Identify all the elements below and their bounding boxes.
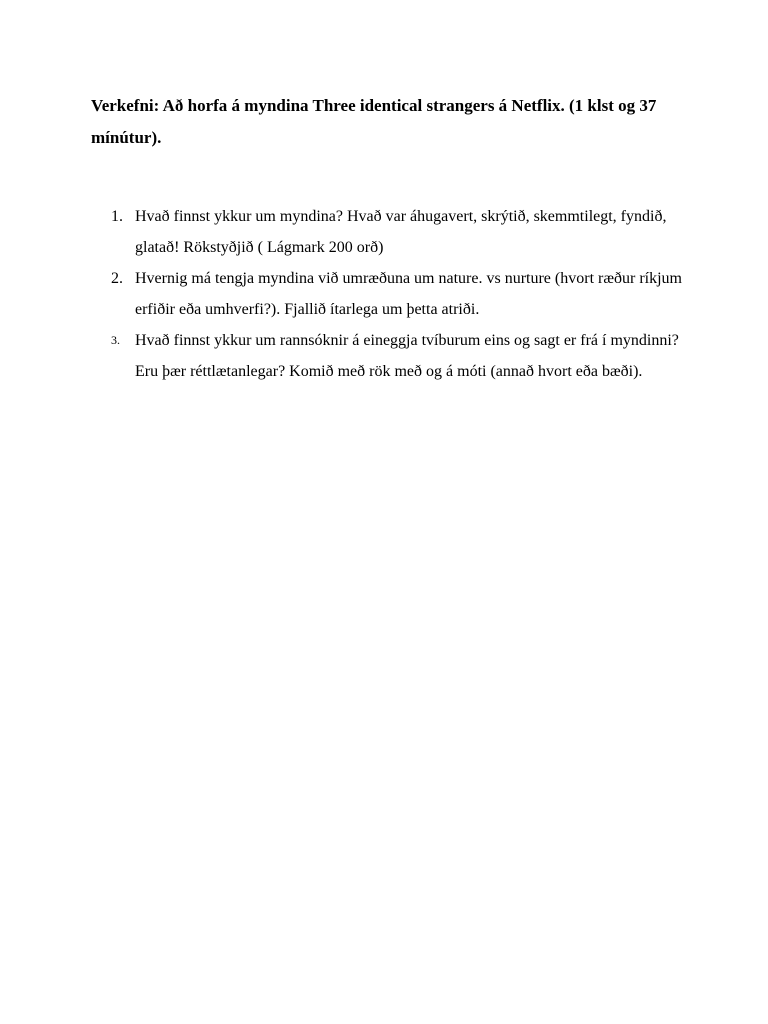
question-text: Hvernig má tengja myndina við umræðuna um nature. vs nurture (hvort ræður ríkjum erfiðir eða umhverfi?). Fjallið ítarlega um þetta atriði.	[135, 270, 682, 318]
question-text: Hvað finnst ykkur um rannsóknir á eineggja tvíburum eins og sagt er frá í myndinni? Eru þær réttlætanlegar? Komið með rök með og á móti (annað hvort eða bæði).	[135, 332, 679, 380]
question-item-3	[111, 325, 691, 387]
assignment-heading: Verkefni: Að horfa á myndina Three identical strangers á Netflix. (1 klst og 37 mínútur).	[91, 96, 657, 147]
question-number: 3.	[111, 333, 120, 347]
question-number: 1.	[111, 208, 123, 225]
question-text: Hvað finnst ykkur um myndina? Hvað var áhugavert, skrýtið, skemmtilegt, fyndið, glatað! Rökstyðjið ( Lágmark 200 orð)	[135, 208, 667, 256]
question-number: 2.	[111, 270, 123, 287]
question-list	[111, 201, 691, 387]
question-item-2	[111, 263, 691, 325]
question-item-1	[111, 201, 691, 263]
